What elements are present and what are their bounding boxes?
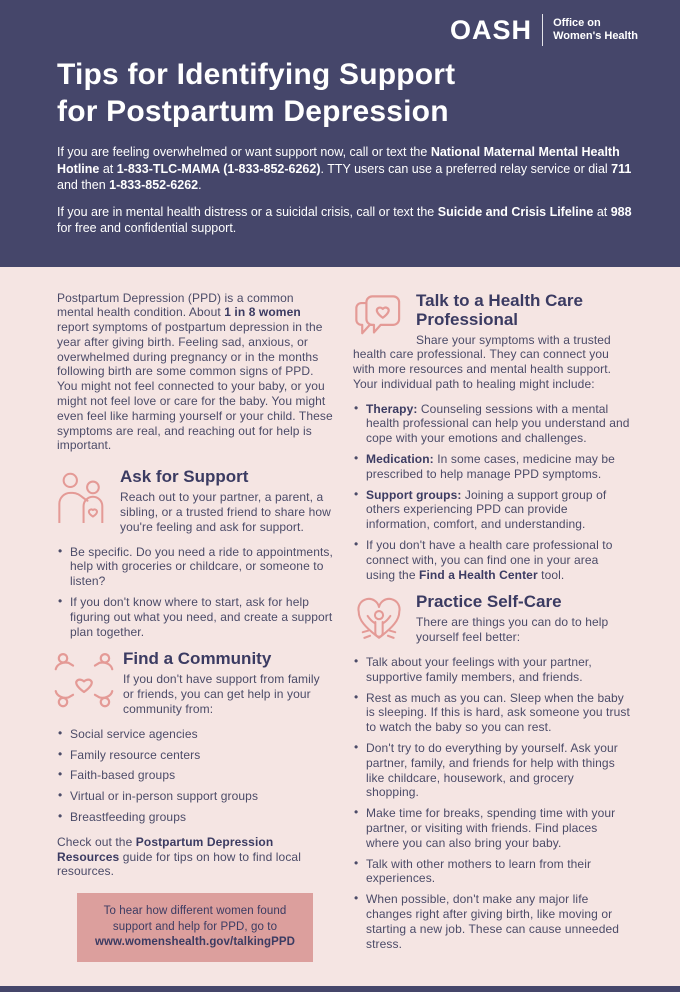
crisis-lifeline-paragraph: If you are in mental health distress or a suicidal crisis, call or text the Suicide and Crisis Lifeline at 988 for free and confidential support. bbox=[57, 204, 632, 235]
page-title-line1: Tips for Identifying Support bbox=[57, 58, 456, 91]
ask-for-support-heading: Ask for Support bbox=[120, 467, 249, 487]
ask-for-support-list bbox=[57, 545, 333, 640]
list-item: • Faith-based groups bbox=[57, 768, 333, 783]
list-item: • Support groups: Joining a support group of others experiencing PPD can provide information, comfort, and understanding. bbox=[353, 488, 630, 532]
logo-row bbox=[57, 14, 638, 46]
list-item: • If you don't know where to start, ask for help figuring out what you need, and create a support plan together. bbox=[57, 595, 333, 639]
resources-guide-note: Check out the Postpartum Depression Resources guide for tips on how to find local resources. bbox=[57, 834, 301, 879]
practice-self-care-list bbox=[353, 655, 630, 951]
list-item: • Social service agencies bbox=[57, 727, 333, 742]
section-ask-for-support bbox=[57, 467, 333, 639]
community-people-heart-icon bbox=[53, 651, 115, 709]
right-column bbox=[353, 291, 630, 962]
hotline-paragraph: If you are feeling overwhelmed or want support now, call or text the National Maternal Mental Health Hotline at 1-833-TLC-MAMA (1-833-852-6262). TTY users can use a preferred relay service or dial 711 and then 1-833-852-6262. bbox=[57, 145, 632, 192]
talkingppd-link[interactable]: www.womenshealth.gov/talkingPPD bbox=[94, 936, 296, 949]
section-find-a-community bbox=[57, 649, 333, 824]
find-a-community-heading: Find a Community bbox=[123, 649, 272, 669]
ppd-intro-paragraph: Postpartum Depression (PPD) is a common mental health condition. About 1 in 8 women report symptoms of postpartum depression in the year after giving birth. Feeling sad, anxious, or overwhelmed during pregnancy or in the months following birth are some common signs of PPD. You might not feel connected to your baby, or you might not feel love or care for the baby. You might even feel like harming yourself or your child. These symptoms are real, and reaching out for help is important. bbox=[57, 290, 333, 453]
office-line1: Office on bbox=[553, 17, 601, 29]
person-in-heart-icon bbox=[353, 594, 405, 648]
list-item: • Don't try to do everything by yourself. Ask your partner, family, and friends for help with things like childcare, housework, and grocery shopping. bbox=[353, 741, 630, 800]
list-item: • Rest as much as you can. Sleep when the baby is sleeping. If this is hard, ask someone you trust to watch the baby so you can rest. bbox=[353, 691, 630, 735]
list-item: • Therapy: Counseling sessions with a mental health professional can help you understand and cope with your emotions and challenges. bbox=[353, 402, 630, 446]
office-line2: Women's Health bbox=[553, 30, 638, 42]
chat-bubbles-heart-icon bbox=[353, 293, 405, 343]
page-title bbox=[57, 56, 638, 130]
practice-self-care-heading: Practice Self-Care bbox=[416, 592, 562, 612]
list-item: • If you don't have a health care professional to connect with, you can find one in your area using the Find a Health Center tool. bbox=[353, 538, 630, 582]
logo-divider bbox=[542, 14, 543, 46]
content bbox=[0, 267, 680, 986]
talk-to-professional-list bbox=[353, 402, 630, 583]
find-a-community-list bbox=[57, 727, 333, 825]
footer-bar bbox=[0, 986, 680, 992]
ask-for-support-body: Reach out to your partner, a parent, a sibling, or a trusted friend to share how you're feeling and ask for support. bbox=[120, 490, 331, 534]
oash-logo bbox=[450, 14, 638, 46]
callout-text-lead: To hear how different women found support and help for PPD, go to bbox=[103, 905, 287, 933]
callout-text bbox=[89, 904, 301, 951]
section-talk-to-professional bbox=[353, 291, 630, 583]
office-on-womens-health-label bbox=[553, 17, 638, 43]
list-item: • Make time for breaks, spending time with your partner, or visiting with friends. Find places where you can also bring your baby. bbox=[353, 806, 630, 850]
list-item: • Medication: In some cases, medicine may be prescribed to help manage PPD symptoms. bbox=[353, 452, 630, 482]
find-a-community-body: If you don't have support from family or friends, you can get help in your community from: bbox=[123, 672, 320, 717]
list-item: • Family resource centers bbox=[57, 748, 333, 763]
header bbox=[0, 0, 680, 267]
list-item: • Be specific. Do you need a ride to appointments, help with groceries or childcare, or someone to listen? bbox=[57, 545, 333, 589]
list-item: • Breastfeeding groups bbox=[57, 810, 333, 825]
talkingppd-callout bbox=[77, 893, 313, 962]
section-practice-self-care bbox=[353, 592, 630, 951]
left-column bbox=[57, 291, 333, 962]
list-item: • When possible, don't make any major life changes right after giving birth, like moving or starting a new job. These can cause unneeded stress. bbox=[353, 892, 630, 951]
list-item: • Talk about your feelings with your partner, supportive family members, and friends. bbox=[353, 655, 630, 685]
talk-to-professional-heading: Talk to a Health Care Professional bbox=[416, 290, 583, 329]
list-item: • Talk with other mothers to learn from their experiences. bbox=[353, 857, 630, 887]
oash-wordmark: OASH bbox=[450, 14, 533, 45]
list-item: • Virtual or in-person support groups bbox=[57, 789, 333, 804]
practice-self-care-body: There are things you can do to help yourself feel better: bbox=[416, 615, 609, 645]
talk-to-professional-body: Share your symptoms with a trusted health care professional. They can connect you with more resources and mental health support. Your individual path to healing might include: bbox=[353, 332, 612, 391]
page-title-line2: for Postpartum Depression bbox=[57, 95, 449, 128]
support-people-icon bbox=[57, 471, 107, 523]
